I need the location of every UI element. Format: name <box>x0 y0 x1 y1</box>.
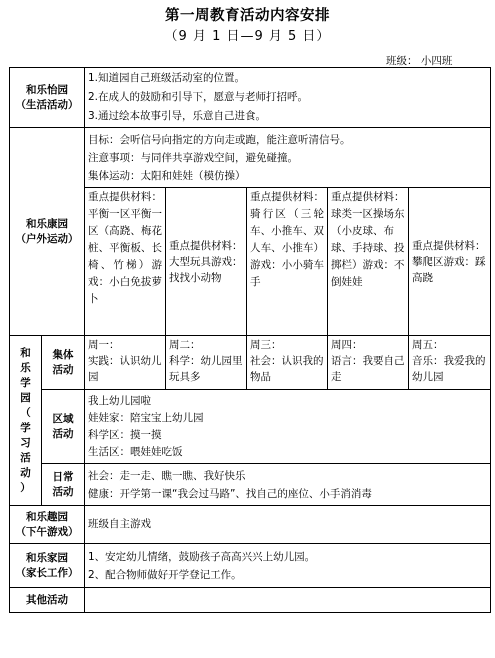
class-info <box>386 53 452 68</box>
daily-item: 社会：走一走、瞧一瞧、我好快乐 <box>88 469 246 482</box>
daily-activity-label: 日常 活动 <box>42 464 85 506</box>
group-day-fri: 周五： 音乐：我爱我的幼儿园 <box>409 336 491 390</box>
outdoor-area-1: 重点提供材料：平衡一区平衡一区（高跷、梅花桩、平衡板、长椅、竹梯）游戏：小白免拔萝卜 <box>85 188 166 336</box>
area-activity-label: 区域 活动 <box>42 390 85 464</box>
life-item: 1.知道园自己班级活动室的位置。 <box>88 72 246 84</box>
group-day-tue: 周二： 科学：幼儿园里玩具多 <box>166 336 247 390</box>
outdoor-intro <box>85 128 491 188</box>
life-item: 3.通过绘本故事引导，乐意自己进食。 <box>88 110 267 122</box>
area-item: 我上幼儿园啦 <box>88 394 151 407</box>
family-row <box>10 544 491 588</box>
learning-label: 和 乐 学 园 （ 学 习 活 动 ） <box>10 336 42 506</box>
outdoor-label: 和乐康园 （户外运动） <box>10 128 85 336</box>
outdoor-area-2: 重点提供材料：大型玩具游戏：找找小动物 <box>166 188 247 336</box>
date-range: （9 月 1 日—9 月 5 日） <box>164 29 331 44</box>
afternoon-row <box>10 506 491 544</box>
life-content <box>85 68 491 128</box>
outdoor-area-5: 重点提供材料：攀爬区游戏：踩高跷 <box>409 188 491 336</box>
group-day-thu: 周四： 语言：我要自己走 <box>328 336 409 390</box>
schedule-table <box>9 67 491 613</box>
area-activity-row <box>10 390 491 464</box>
area-item: 科学区：摸一摸 <box>88 428 162 441</box>
life-item: 2.在成人的鼓励和引导下，愿意与老师打招呼。 <box>88 91 309 103</box>
other-row <box>10 588 491 613</box>
page-title: 第一周教育活动内容安排 <box>165 8 330 24</box>
group-day-mon: 周一： 实践：认识幼儿园 <box>85 336 166 390</box>
family-label: 和乐家园 （家长工作） <box>10 544 85 588</box>
area-item: 生活区：喂娃娃吃饭 <box>88 445 183 458</box>
family-content <box>85 544 491 588</box>
outdoor-intro-row <box>10 128 491 188</box>
group-activity-label: 集体 活动 <box>42 336 85 390</box>
afternoon-label: 和乐趣园 （下午游戏） <box>10 506 85 544</box>
daily-item: 健康：开学第一课“我会过马路”、找自己的座位、小手消消毒 <box>88 487 372 500</box>
daily-activity-row <box>10 464 491 506</box>
outdoor-goal: 目标：会听信号向指定的方向走或跑，能注意听清信号。 <box>88 133 351 146</box>
family-item: 1、安定幼儿情绪，鼓励孩子高高兴兴上幼儿园。 <box>88 550 316 563</box>
area-item: 娃娃家：陪宝宝上幼儿园 <box>88 411 204 424</box>
group-day-wed: 周三： 社会：认识我的物品 <box>247 336 328 390</box>
daily-activity-content <box>85 464 491 506</box>
other-label: 其他活动 <box>10 588 85 613</box>
outdoor-notes: 注意事项：与同伴共享游戏空间，避免碰撞。 <box>88 151 298 164</box>
outdoor-group-exercise: 集体运动：太阳和娃娃（模仿操） <box>88 169 246 182</box>
group-activity-row <box>10 336 491 390</box>
outdoor-area-4: 重点提供材料：球类一区操场东（小皮球、布球、手持球、投掷栏）游戏：不倒娃娃 <box>328 188 409 336</box>
class-label: 班级： <box>386 55 418 67</box>
life-label: 和乐怡园 （生活活动） <box>10 68 85 128</box>
family-item: 2、配合物师做好开学登记工作。 <box>88 568 242 581</box>
afternoon-content: 班级自主游戏 <box>85 506 491 544</box>
class-name: 小四班 <box>420 55 453 67</box>
other-content <box>85 588 491 613</box>
outdoor-area-3: 重点提供材料：骑行区（三轮车、小推车、双人车、小推车）游戏：小小骑车手 <box>247 188 328 336</box>
life-row <box>10 68 491 128</box>
area-activity-content <box>85 390 491 464</box>
